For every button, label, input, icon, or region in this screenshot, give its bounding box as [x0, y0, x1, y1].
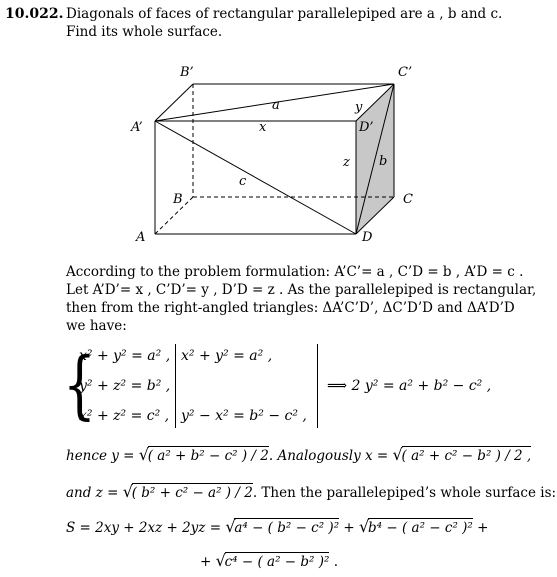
solution-line2: Let A’D’= x , C’D’= y , D’D = z . As the parallelepiped is rectangular, — [66, 282, 537, 298]
problem-statement-line2: Find its whole surface. — [66, 24, 223, 40]
y-radicand: ( a² + b² − c² ) / 2 — [147, 448, 269, 464]
left-brace: { — [63, 342, 96, 428]
label-D: D — [362, 230, 373, 245]
system-mid2: y² − x² = b² − c² , — [181, 408, 307, 424]
root2: b⁴ − ( a² − c² )² — [368, 520, 473, 536]
label-C-prime: C’ — [398, 65, 413, 80]
plus3: + — [200, 554, 216, 570]
parallelepiped-figure — [0, 0, 557, 250]
radical-sign-icon: √ — [225, 517, 236, 536]
label-D-prime: D’ — [359, 120, 374, 135]
x-radicand: ( a² + c² − b² ) / 2 , — [401, 448, 532, 464]
label-A-prime: A’ — [131, 120, 143, 135]
sqrt-z — [122, 482, 253, 501]
S-prefix: S = 2xy + 2xz + 2yz = — [66, 520, 226, 536]
label-A: A — [136, 230, 146, 245]
and-prefix: and z = — [66, 485, 123, 501]
edge-label-x: x — [259, 120, 267, 135]
sqrt-y — [138, 445, 269, 464]
edge-label-c: c — [239, 174, 247, 189]
problem-number: 10.022. — [5, 6, 64, 22]
system-mid1: x² + y² = a² , — [181, 348, 273, 364]
system-eq3: x² + z² = c² , — [79, 408, 170, 424]
system-divider-1 — [175, 344, 176, 428]
edge-label-y: y — [355, 100, 363, 115]
radical-sign-icon: √ — [138, 445, 149, 464]
period: . — [329, 554, 339, 570]
sqrt-x — [392, 445, 532, 464]
system-eq1: x² + y² = a² , — [79, 348, 171, 364]
label-C: C — [403, 192, 413, 207]
label-B: B — [173, 192, 183, 207]
root1: a⁴ − ( b² − c² )² — [234, 520, 340, 536]
plus2: + — [472, 520, 489, 536]
and-line — [66, 482, 557, 501]
solution-line4: we have: — [66, 318, 127, 334]
z-radicand: ( b² + c² − a² ) / 2 — [131, 485, 253, 501]
system-eq2: y² + z² = b² , — [79, 378, 171, 394]
radical-sign-icon: √ — [215, 551, 226, 570]
label-B-prime: B’ — [180, 65, 194, 80]
surface-text: . Then the parallelepiped’s whole surface is: — [252, 485, 557, 501]
hence-prefix: hence y = — [66, 448, 139, 464]
solution-line3: then from the right-angled triangles: ΔA’C’D’, ΔC’D’D and ΔA’D’D — [66, 300, 515, 316]
plus1: + — [339, 520, 360, 536]
surface-formula-line2 — [200, 551, 339, 570]
problem-statement-line1: Diagonals of faces of rectangular parallelepiped are a , b and c. — [66, 6, 503, 22]
equation-system — [63, 342, 492, 432]
edge-label-b: b — [379, 154, 388, 169]
sqrt-1 — [225, 517, 340, 536]
surface-formula-line1 — [66, 517, 489, 536]
radical-sign-icon: √ — [122, 482, 133, 501]
system-result: ⟹ 2 y² = a² + b² − c² , — [327, 378, 492, 394]
system-divider-2 — [317, 344, 318, 428]
radical-sign-icon: √ — [359, 517, 370, 536]
hence-line — [66, 445, 532, 464]
radical-sign-icon: √ — [392, 445, 403, 464]
sqrt-2 — [359, 517, 473, 536]
edge-label-a: a — [272, 98, 280, 113]
sqrt-3 — [215, 551, 330, 570]
edge-label-z: z — [343, 155, 350, 170]
analogously-text: . Analogously x = — [268, 448, 393, 464]
root3: c⁴ − ( a² − b² )² — [224, 554, 330, 570]
solution-line1: According to the problem formulation: A’C’= a , C’D = b , A’D = c . — [66, 264, 524, 280]
